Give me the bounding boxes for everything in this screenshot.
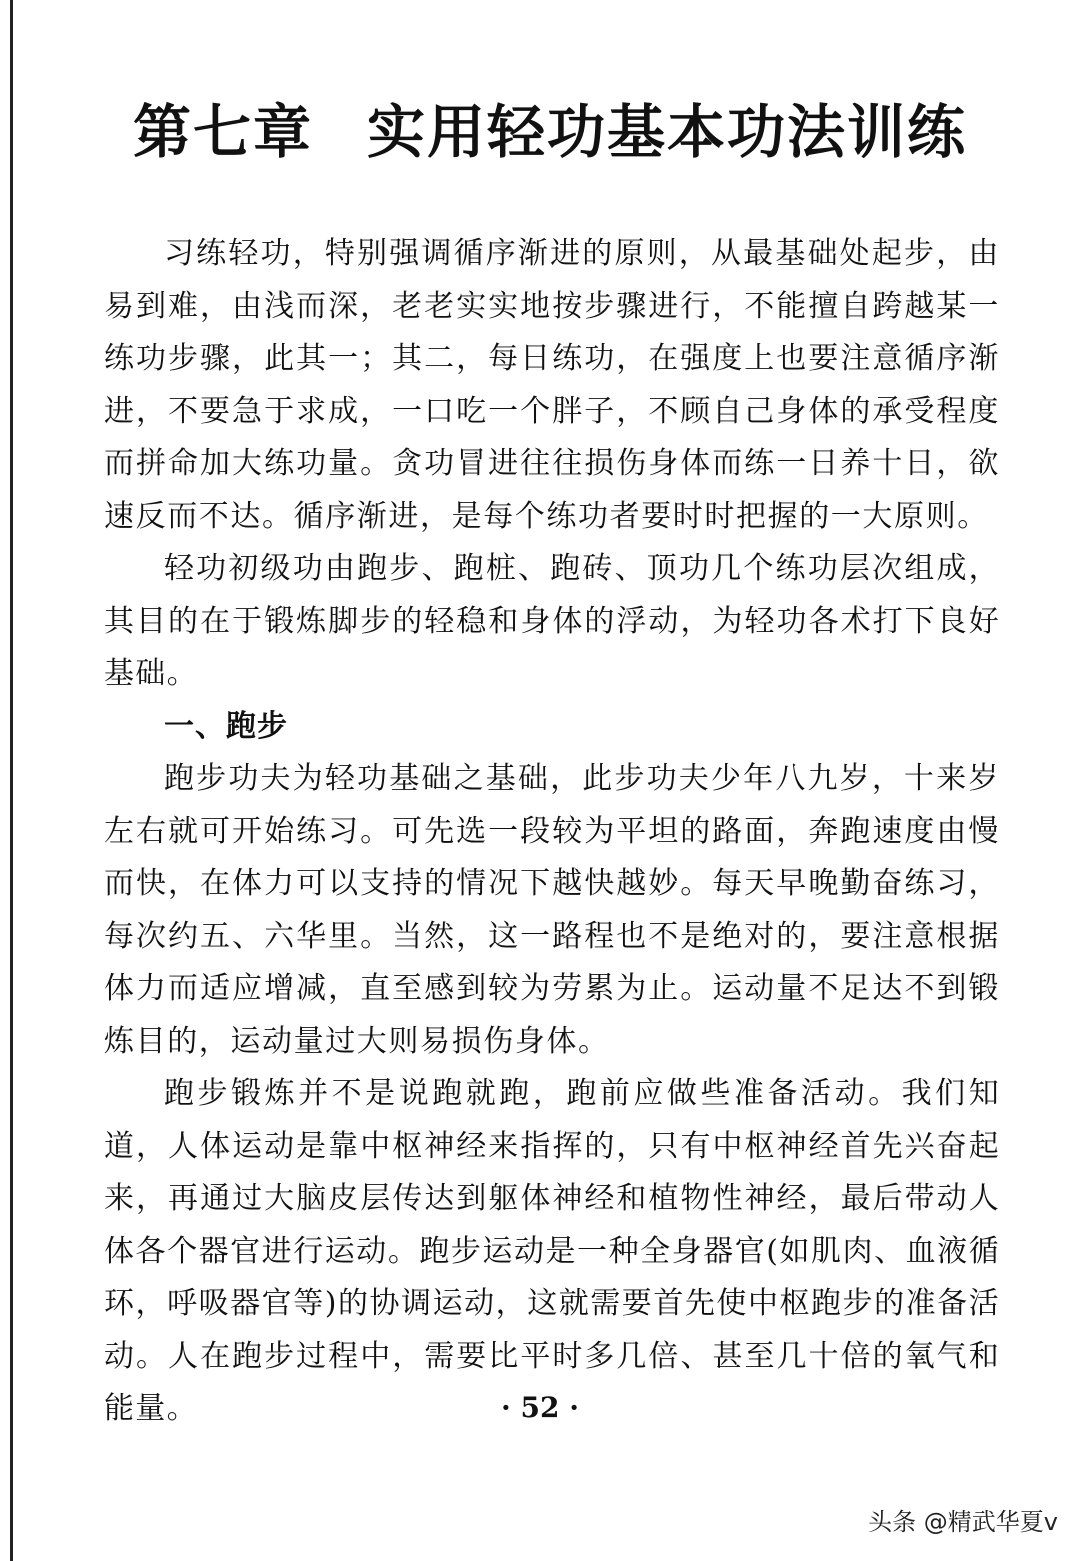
paragraph: 跑步功夫为轻功基础之基础，此步功夫少年八九岁，十来岁左右就可开始练习。可先选一段较为平坦的路面，奔跑速度由慢而快，在体力可以支持的情况下越快越妙。每天早晚勤奋练习，每次约五、六华里。当然，这一路程也不是绝对的，要注意根据体力而适应增减，直至感到较为劳累为止。运动量不足达不到锻炼目的，运动量过大则易损伤身体。 [104,761,1000,1059]
body-text [104,228,1000,1436]
chapter-number: 第七章 [132,98,313,166]
watermark: 头条 @精武华夏v [868,1508,1058,1536]
paragraph: 跑步锻炼并不是说跑就跑，跑前应做些准备活动。我们知道，人体运动是靠中枢神经来指挥的，只有中枢神经首先兴奋起来，再通过大脑皮层传达到躯体神经和植物性神经，最后带动人体各个器官进行运动。跑步运动是一种全身器官(如肌肉、血液循环，呼吸器官等)的协调运动，这就需要首先使中枢跑步的准备活动。人在跑步过程中，需要比平时多几倍、甚至几十倍的氧气和能量。 [104,1076,1000,1426]
page-edge-rule [10,0,13,1561]
paragraph: 习练轻功，特别强调循序渐进的原则，从最基础处起步，由易到难，由浅而深，老老实实地按步骤进行，不能擅自跨越某一练功步骤，此其一；其二，每日练功，在强度上也要注意循序渐进，不要急于求成，一口吃一个胖子，不顾自己身体的承受程度而拼命加大练功量。贪功冒进往往损伤身体而练一日养十日，欲速反而不达。循序渐进，是每个练功者要时时把握的一大原则。 [104,236,1000,534]
chapter-title [100,92,1000,172]
paragraph: 轻功初级功由跑步、跑桩、跑砖、顶功几个练功层次组成，其目的在于锻炼脚步的轻稳和身体的浮动，为轻功各术打下良好基础。 [104,551,1000,691]
section-heading: 一、跑步 [164,708,288,744]
chapter-name: 实用轻功基本功法训练 [367,98,968,166]
page-number: · 52 · [501,1391,579,1424]
